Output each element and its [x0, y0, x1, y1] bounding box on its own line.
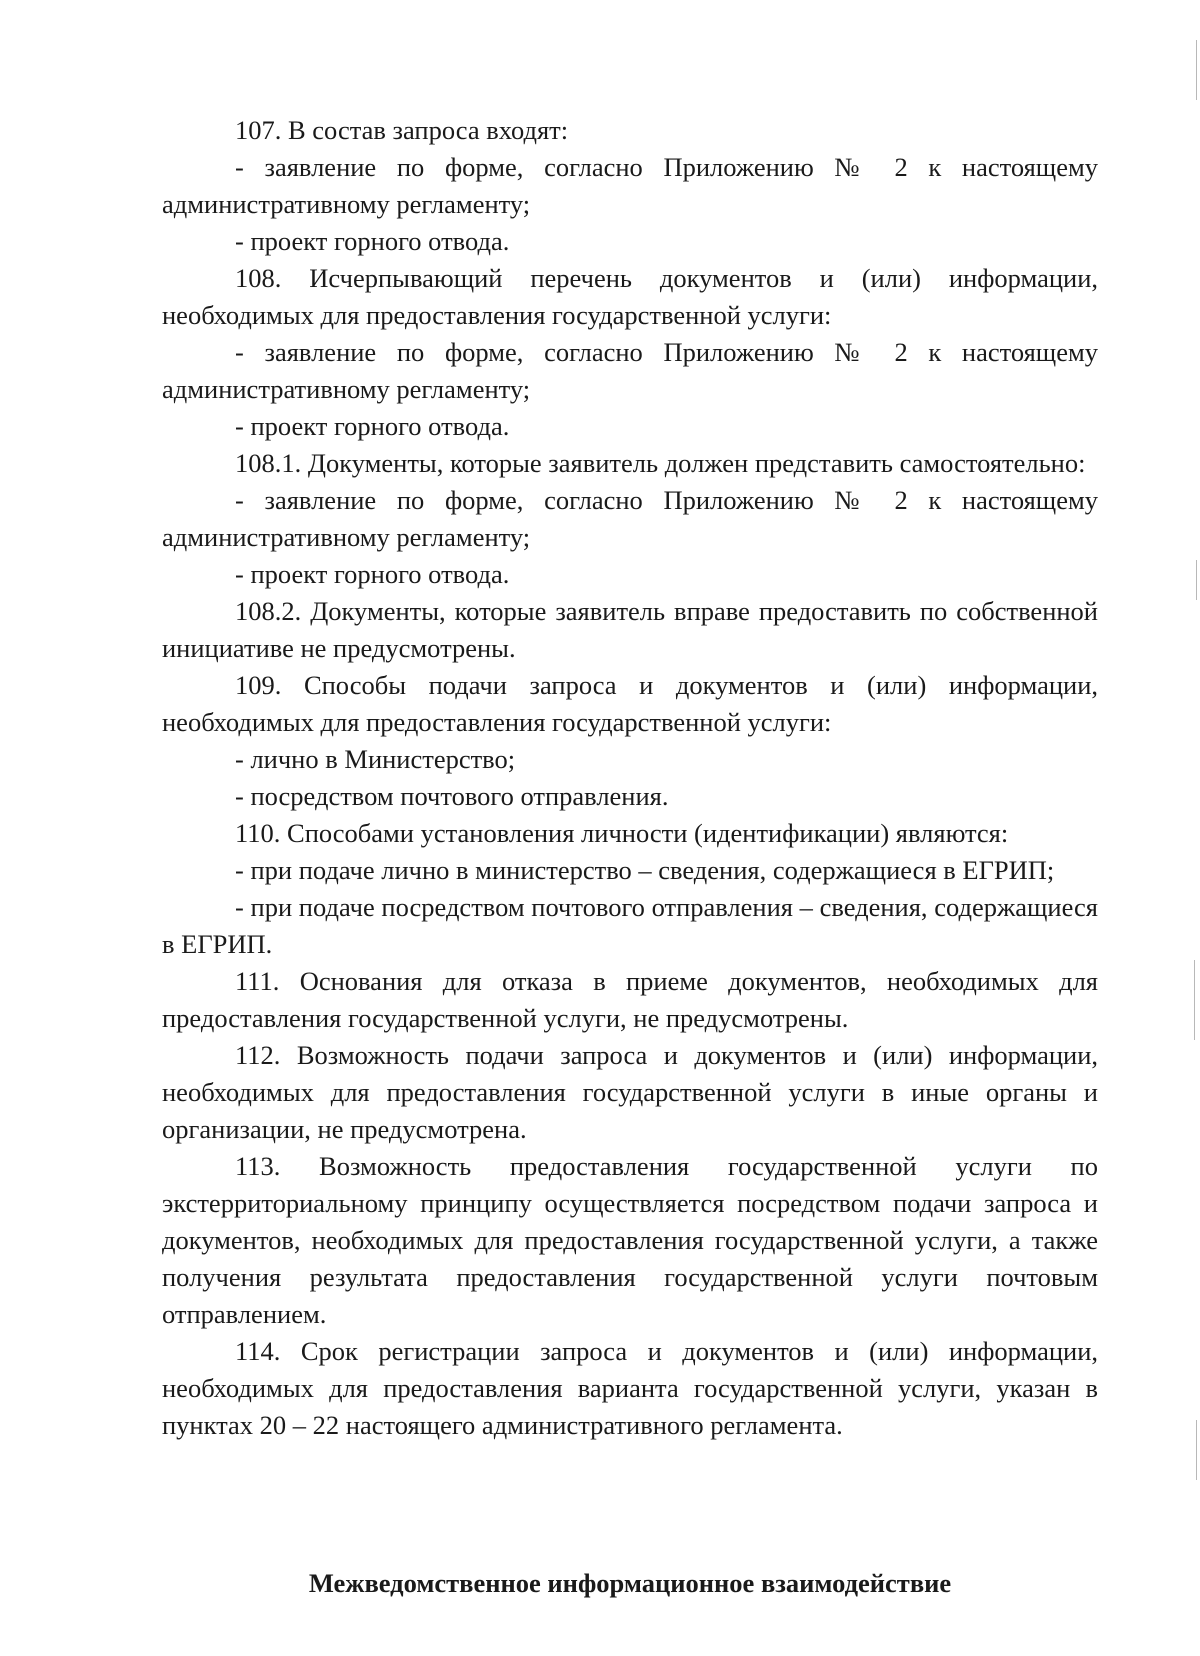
paragraph: 111. Основания для отказа в приеме документов, необходимых для предоставления государственной услуги, не предусмотрены. [162, 966, 1098, 1033]
paragraph: - при подаче посредством почтового отправления – сведения, содержащиеся в ЕГРИП. [162, 892, 1098, 959]
paragraph: - заявление по форме, согласно Приложению № 2 к настоящему административному регламенту; [162, 337, 1098, 404]
scan-edge-mark [1196, 40, 1197, 100]
paragraph: 108.1. Документы, которые заявитель должен представить самостоятельно: [235, 448, 1086, 478]
paragraph: - заявление по форме, согласно Приложению № 2 к настоящему административному регламенту; [162, 152, 1098, 219]
section-heading: Межведомственное информационное взаимодействие [308, 1568, 952, 1598]
paragraph: 114. Срок регистрации запроса и документов и (или) информации, необходимых для предоставления варианта государственной услуги, указан в пунктах 20 – 22 настоящего административного регламента. [162, 1336, 1098, 1440]
scan-edge-mark [1196, 560, 1197, 600]
paragraph: - посредством почтового отправления. [235, 781, 669, 811]
paragraph: 113. Возможность предоставления государственной услуги по экстерриториальному принципу осуществляется посредством подачи запроса и документов, необходимых для предоставления государственной услуги, а также получения результата предоставления государственной услуги почтовым отправлением. [162, 1151, 1098, 1329]
document-body [162, 112, 1098, 1444]
paragraph: - лично в Министерство; [235, 744, 516, 774]
paragraph: - проект горного отвода. [235, 559, 510, 589]
paragraph: 108. Исчерпывающий перечень документов и (или) информации, необходимых для предоставления государственной услуги: [162, 263, 1098, 330]
scan-edge-mark [1196, 1420, 1197, 1480]
scan-edge-mark [1194, 960, 1195, 1040]
paragraph: - проект горного отвода. [235, 411, 510, 441]
paragraph: - заявление по форме, согласно Приложению № 2 к настоящему административному регламенту; [162, 485, 1098, 552]
paragraph: 108.2. Документы, которые заявитель вправе предоставить по собственной инициативе не предусмотрены. [162, 596, 1098, 663]
paragraph: 110. Способами установления личности (идентификации) являются: [235, 818, 1009, 848]
paragraph: - проект горного отвода. [235, 226, 510, 256]
paragraph: 107. В состав запроса входят: [235, 115, 569, 145]
paragraph: - при подаче лично в министерство – сведения, содержащиеся в ЕГРИП; [235, 855, 1055, 885]
paragraph: 109. Способы подачи запроса и документов и (или) информации, необходимых для предоставления государственной услуги: [162, 670, 1098, 737]
paragraph: 112. Возможность подачи запроса и документов и (или) информации, необходимых для предоставления государственной услуги в иные органы и организации, не предусмотрена. [162, 1040, 1098, 1144]
